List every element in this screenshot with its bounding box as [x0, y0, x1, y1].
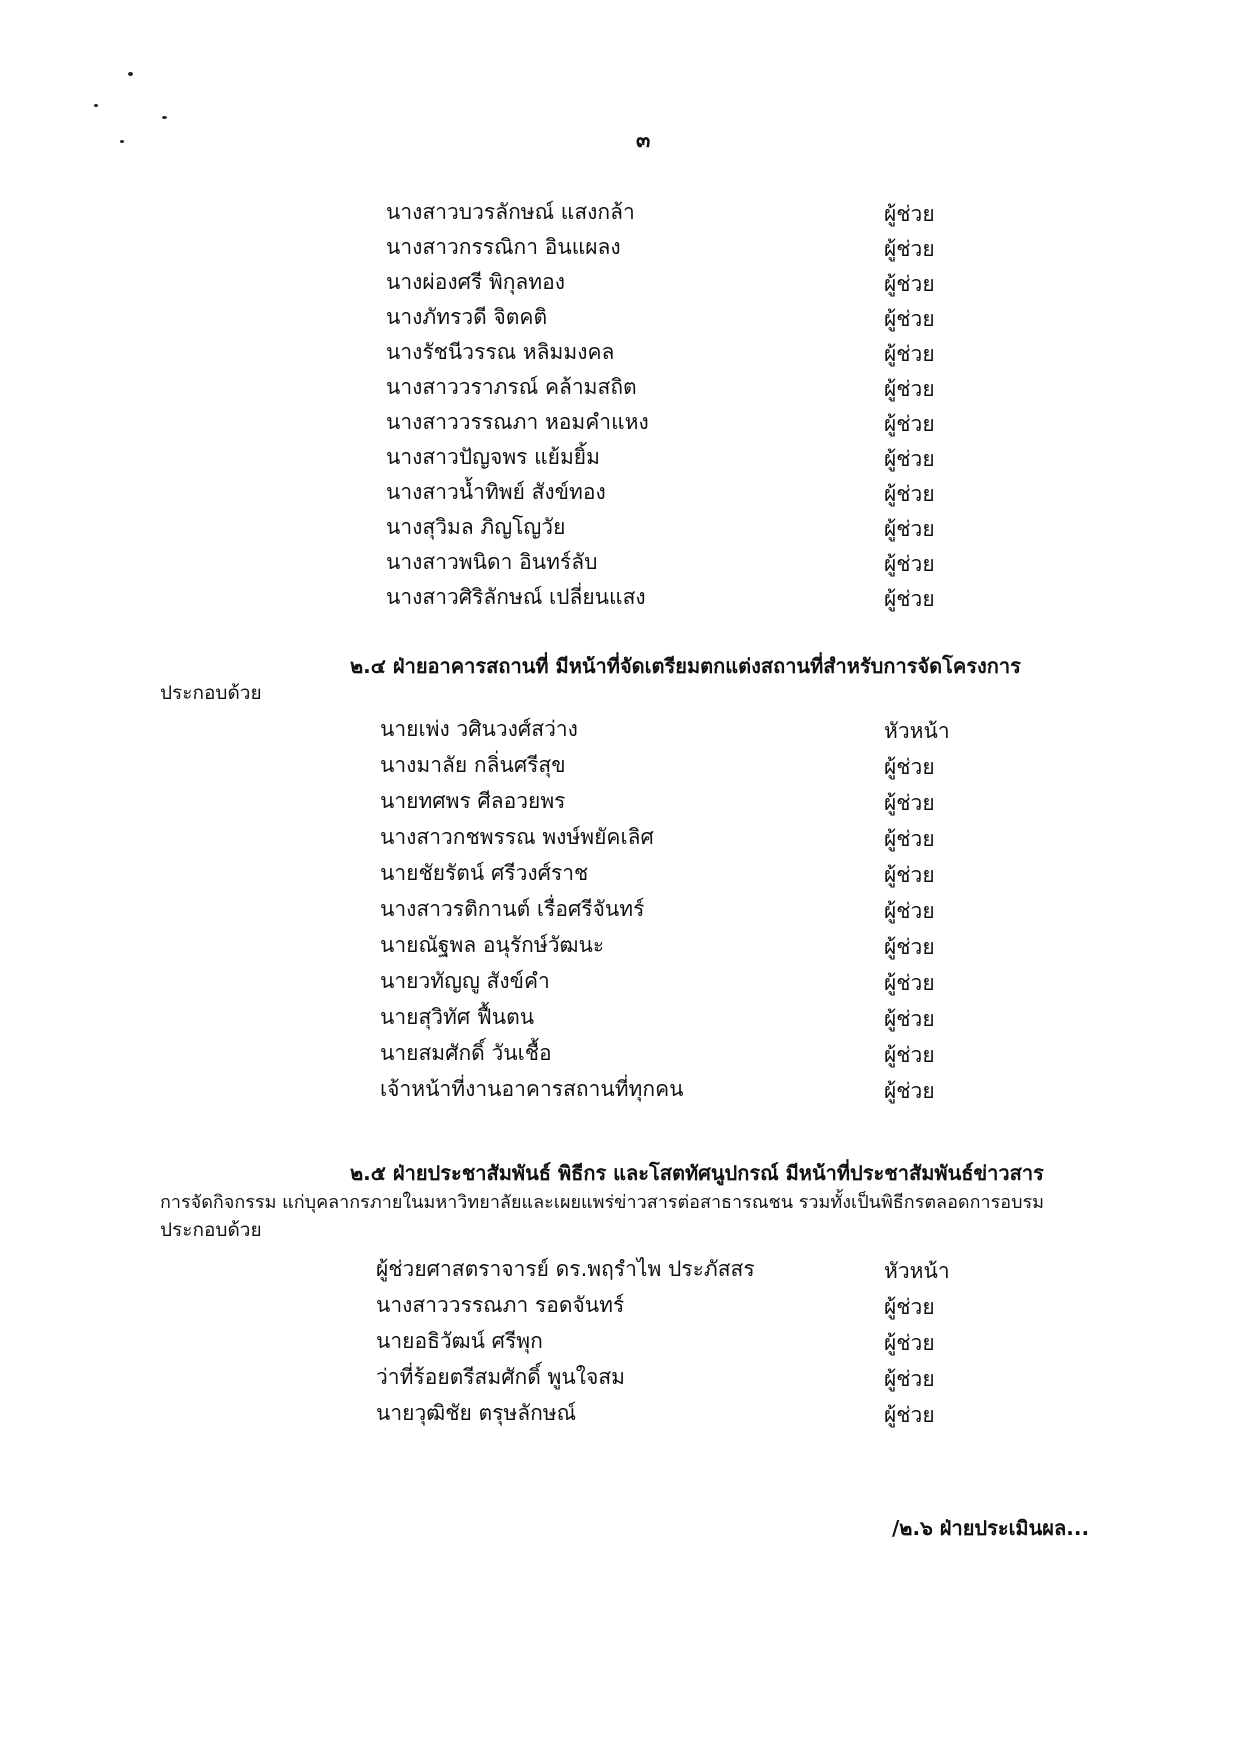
- member-role: ผู้ช่วย: [884, 237, 935, 261]
- list-item: [386, 475, 946, 509]
- member-role: ผู้ช่วย: [884, 935, 935, 959]
- member-role: ผู้ช่วย: [884, 377, 935, 401]
- list-item: [380, 892, 940, 926]
- list-item: [380, 712, 950, 746]
- member-name: นายวุฒิชัย ตรุษลักษณ์: [376, 1401, 577, 1425]
- member-role: ผู้ช่วย: [884, 863, 935, 887]
- list-item: [376, 1360, 956, 1394]
- member-name: นางสาววรรณภา หอมคำแหง: [386, 410, 649, 434]
- member-role: ผู้ช่วย: [884, 791, 935, 815]
- section-2-5-line3: ประกอบด้วย: [160, 1219, 262, 1241]
- member-name: นางสาวน้ำทิพย์ สังข์ทอง: [386, 480, 606, 504]
- member-name: นางสาววราภรณ์ คล้ามสถิต: [386, 375, 637, 399]
- section-2-4-heading: ๒.๔ ฝ่ายอาคารสถานที่ มีหน้าที่จัดเตรียมตกแต่งสถานที่สำหรับการจัดโครงการ: [350, 654, 1021, 678]
- member-name: ว่าที่ร้อยตรีสมศักดิ์ พูนใจสม: [376, 1365, 625, 1389]
- member-role: ผู้ช่วย: [884, 1403, 935, 1427]
- section-2-5-line2: การจัดกิจกรรม แก่บุคลากรภายในมหาวิทยาลัยและเผยแพร่ข่าวสารต่อสาธารณชน รวมทั้งเป็นพิธีกรตลอดการอบรม: [160, 1192, 1045, 1213]
- list-item: [380, 748, 940, 782]
- list-item: [376, 1288, 956, 1322]
- list-item: [386, 440, 946, 474]
- list-item: [380, 1036, 940, 1070]
- list-item: [386, 545, 946, 579]
- list-item: [376, 1396, 956, 1430]
- list-item: [380, 964, 940, 998]
- list-item: [380, 820, 940, 854]
- member-role: ผู้ช่วย: [884, 307, 935, 331]
- section-2-4-continuation: ประกอบด้วย: [160, 682, 262, 704]
- member-name: นายเพ่ง วศินวงศ์สว่าง: [380, 717, 578, 741]
- list-item: [386, 405, 946, 439]
- member-role: ผู้ช่วย: [884, 899, 935, 923]
- member-name: เจ้าหน้าที่งานอาคารสถานที่ทุกคน: [380, 1077, 684, 1101]
- member-role: ผู้ช่วย: [884, 447, 935, 471]
- member-role: ผู้ช่วย: [884, 971, 935, 995]
- list-item: [380, 856, 940, 890]
- member-name: นางผ่องศรี พิกุลทอง: [386, 270, 565, 294]
- list-item: [380, 1072, 940, 1106]
- member-name: นายวทัญญู สังข์คำ: [380, 969, 550, 993]
- member-role: หัวหน้า: [884, 719, 950, 743]
- member-role: ผู้ช่วย: [884, 1079, 935, 1103]
- list-item: [386, 265, 946, 299]
- member-role: ผู้ช่วย: [884, 482, 935, 506]
- member-name: นายณัฐพล อนุรักษ์วัฒนะ: [380, 933, 605, 957]
- list-item: [380, 928, 940, 962]
- member-name: นายอธิวัฒน์ ศรีพุก: [376, 1329, 543, 1353]
- member-name: นางมาลัย กลิ่นศรีสุข: [380, 753, 566, 777]
- member-role: ผู้ช่วย: [884, 1295, 935, 1319]
- member-role: ผู้ช่วย: [884, 827, 935, 851]
- member-name: นางสาวพนิดา อินทร์ลับ: [386, 550, 598, 574]
- list-item: [376, 1252, 956, 1286]
- member-role: ผู้ช่วย: [884, 755, 935, 779]
- scan-speck: [128, 72, 133, 76]
- list-item: [386, 580, 946, 614]
- member-name: ผู้ช่วยศาสตราจารย์ ดร.พฤรำไพ ประภัสสร: [376, 1257, 755, 1281]
- continuation-footer: /๒.๖ ฝ่ายประเมินผล...: [892, 1516, 1090, 1540]
- scan-speck: [162, 116, 167, 119]
- member-role: ผู้ช่วย: [884, 552, 935, 576]
- member-role: ผู้ช่วย: [884, 412, 935, 436]
- member-role: ผู้ช่วย: [884, 1043, 935, 1067]
- list-item: [386, 510, 946, 544]
- scan-speck: [120, 140, 124, 143]
- scan-speck: [94, 104, 98, 107]
- member-name: นางสาวกชพรรณ พงษ์พยัคเลิศ: [380, 825, 654, 849]
- list-item: [386, 370, 946, 404]
- list-item: [386, 335, 946, 369]
- member-role: ผู้ช่วย: [884, 202, 935, 226]
- member-role: ผู้ช่วย: [884, 1331, 935, 1355]
- member-role: หัวหน้า: [884, 1259, 950, 1283]
- member-name: นางรัชนีวรรณ หลิมมงคล: [386, 340, 615, 364]
- member-name: นางสาวปัญจพร แย้มยิ้ม: [386, 445, 600, 469]
- member-name: นายสมศักดิ์ วันเชื้อ: [380, 1041, 552, 1065]
- member-name: นางสาวบวรลักษณ์ แสงกล้า: [386, 200, 635, 224]
- member-role: ผู้ช่วย: [884, 1367, 935, 1391]
- member-name: นายทศพร ศีลอวยพร: [380, 789, 566, 813]
- list-item: [386, 230, 946, 264]
- member-name: นางสาววรรณภา รอดจันทร์: [376, 1293, 625, 1317]
- list-item: [380, 1000, 940, 1034]
- list-item: [380, 784, 940, 818]
- member-name: นางภัทรวดี จิตคติ: [386, 305, 548, 329]
- member-role: ผู้ช่วย: [884, 587, 935, 611]
- member-name: นางสาวศิริลักษณ์ เปลี่ยนแสง: [386, 585, 646, 609]
- member-role: ผู้ช่วย: [884, 342, 935, 366]
- member-name: นางสาวกรรณิกา อินแผลง: [386, 235, 621, 259]
- member-role: ผู้ช่วย: [884, 517, 935, 541]
- page-number: ๓: [636, 128, 651, 152]
- list-item: [376, 1324, 956, 1358]
- member-name: นายชัยรัตน์ ศรีวงศ์ราช: [380, 861, 589, 885]
- member-role: ผู้ช่วย: [884, 272, 935, 296]
- member-role: ผู้ช่วย: [884, 1007, 935, 1031]
- member-name: นายสุวิทัศ ฟื้นตน: [380, 1005, 535, 1029]
- member-name: นางสาวรติกานต์ เรื่อศรีจันทร์: [380, 897, 645, 921]
- list-item: [386, 300, 946, 334]
- list-item: [386, 195, 946, 229]
- member-name: นางสุวิมล ภิญโญวัย: [386, 515, 566, 539]
- section-2-5-heading: ๒.๕ ฝ่ายประชาสัมพันธ์ พิธีกร และโสตทัศนูปกรณ์ มีหน้าที่ประชาสัมพันธ์ข่าวสาร: [350, 1161, 1044, 1185]
